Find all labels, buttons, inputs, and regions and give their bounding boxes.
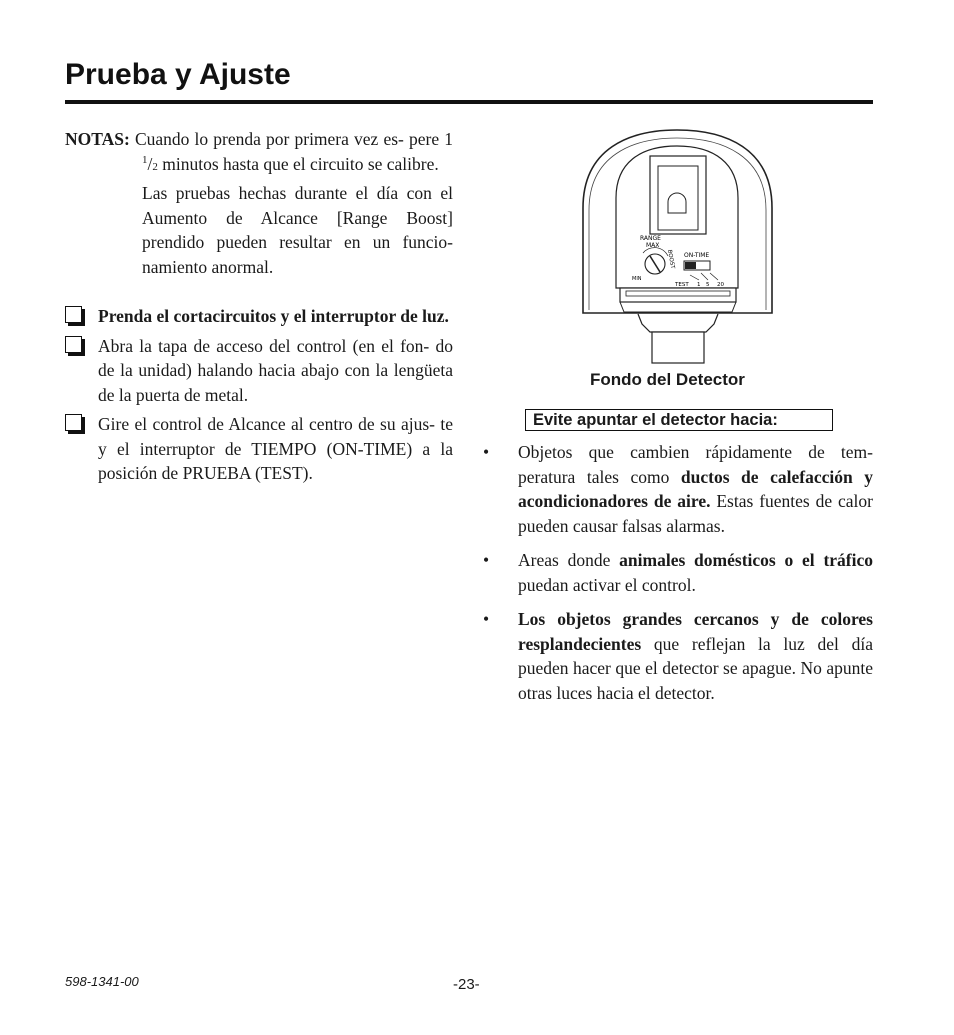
label-1: 1	[697, 282, 701, 288]
warning-item-bold: Los objetos grandes cercanos y de colores resplandecientes	[518, 609, 873, 654]
detector-bottom-diagram	[580, 128, 775, 364]
fraction-separator: /	[147, 153, 153, 174]
warning-item-bold: animales domésticos o el tráfico	[619, 550, 874, 570]
step-text: Prenda el cortacircuitos y el interruptor de luz.	[98, 306, 449, 326]
diagram-caption: Fondo del Detector	[590, 370, 745, 389]
warning-item-text: Areas donde	[518, 550, 620, 570]
warning-item	[483, 607, 873, 705]
bullet-icon: •	[483, 609, 490, 629]
step-item	[65, 304, 453, 329]
ledge-slot	[626, 291, 730, 296]
note-1-text-a: Cuando lo prenda por primera vez es- pere 1	[129, 129, 453, 149]
warning-item	[483, 548, 873, 597]
checkbox-icon	[65, 336, 82, 353]
title-rule	[65, 100, 873, 104]
on-time-switch-slider	[685, 262, 696, 269]
warning-item-bold: ductos de calefacción y acondicionadores de aire.	[518, 466, 873, 511]
warning-item-text: puedan activar el control.	[518, 574, 696, 595]
steps-list	[65, 304, 453, 486]
lens-slot	[668, 193, 686, 213]
page-title: Prueba y Ajuste	[65, 58, 291, 91]
label-range: RANGE	[640, 235, 661, 242]
label-max: MAX	[646, 242, 660, 249]
step-text: Gire el control de Alcance al centro de su ajus- te y el interruptor de TIEMPO (ON-TIME) a la posición de PRUEBA (TEST).	[98, 414, 453, 483]
checkbox-icon	[65, 414, 82, 431]
notes-section	[65, 127, 453, 279]
label-test: TEST	[675, 282, 689, 288]
note-2: Las pruebas hechas durante el día con el Aumento de Alcance [Range Boost] prendido pueden resultar en un funcio- namiento anormal.	[142, 183, 453, 277]
label-min: MIN	[632, 276, 642, 282]
page-number: -23-	[453, 976, 480, 993]
step-item	[65, 412, 453, 486]
warning-item	[483, 440, 873, 538]
step-item	[65, 334, 453, 408]
bullet-icon: •	[483, 550, 490, 570]
note-1	[65, 127, 453, 176]
fraction-numerator: 1	[142, 153, 148, 166]
warning-heading: Evite apuntar el detector hacia:	[525, 409, 833, 431]
checkbox-icon	[65, 306, 82, 323]
note-1-text-b: minutos hasta que el circuito se calibre.	[157, 153, 439, 174]
warning-item-text: que reflejan la luz del día pueden hacer que el detector se apague. No apunte otras luces hacia el detector.	[518, 633, 873, 703]
warning-item-text: Estas fuentes de calor pueden causar falsas alarmas.	[518, 491, 873, 536]
label-boost: BOOST	[666, 249, 676, 270]
warning-item-text: Objetos que cambien rápidamente de tem- peratura tales como	[518, 442, 873, 487]
bullet-icon: •	[483, 442, 490, 462]
mount-collar	[638, 314, 718, 332]
label-on-time: ON-TIME	[684, 252, 710, 259]
document-number: 598-1341-00	[65, 974, 139, 989]
mount-post	[652, 332, 704, 363]
label-5: 5	[706, 282, 710, 288]
step-text: Abra la tapa de acceso del control (en el fon- do de la unidad) halando hacia abajo con la lengüeta de la puerta de metal.	[98, 335, 453, 405]
fraction-denominator: 2	[152, 160, 158, 173]
notes-label: NOTAS:	[65, 129, 130, 149]
label-20: 20	[717, 282, 724, 288]
left-column	[65, 127, 453, 491]
right-column	[483, 440, 873, 715]
